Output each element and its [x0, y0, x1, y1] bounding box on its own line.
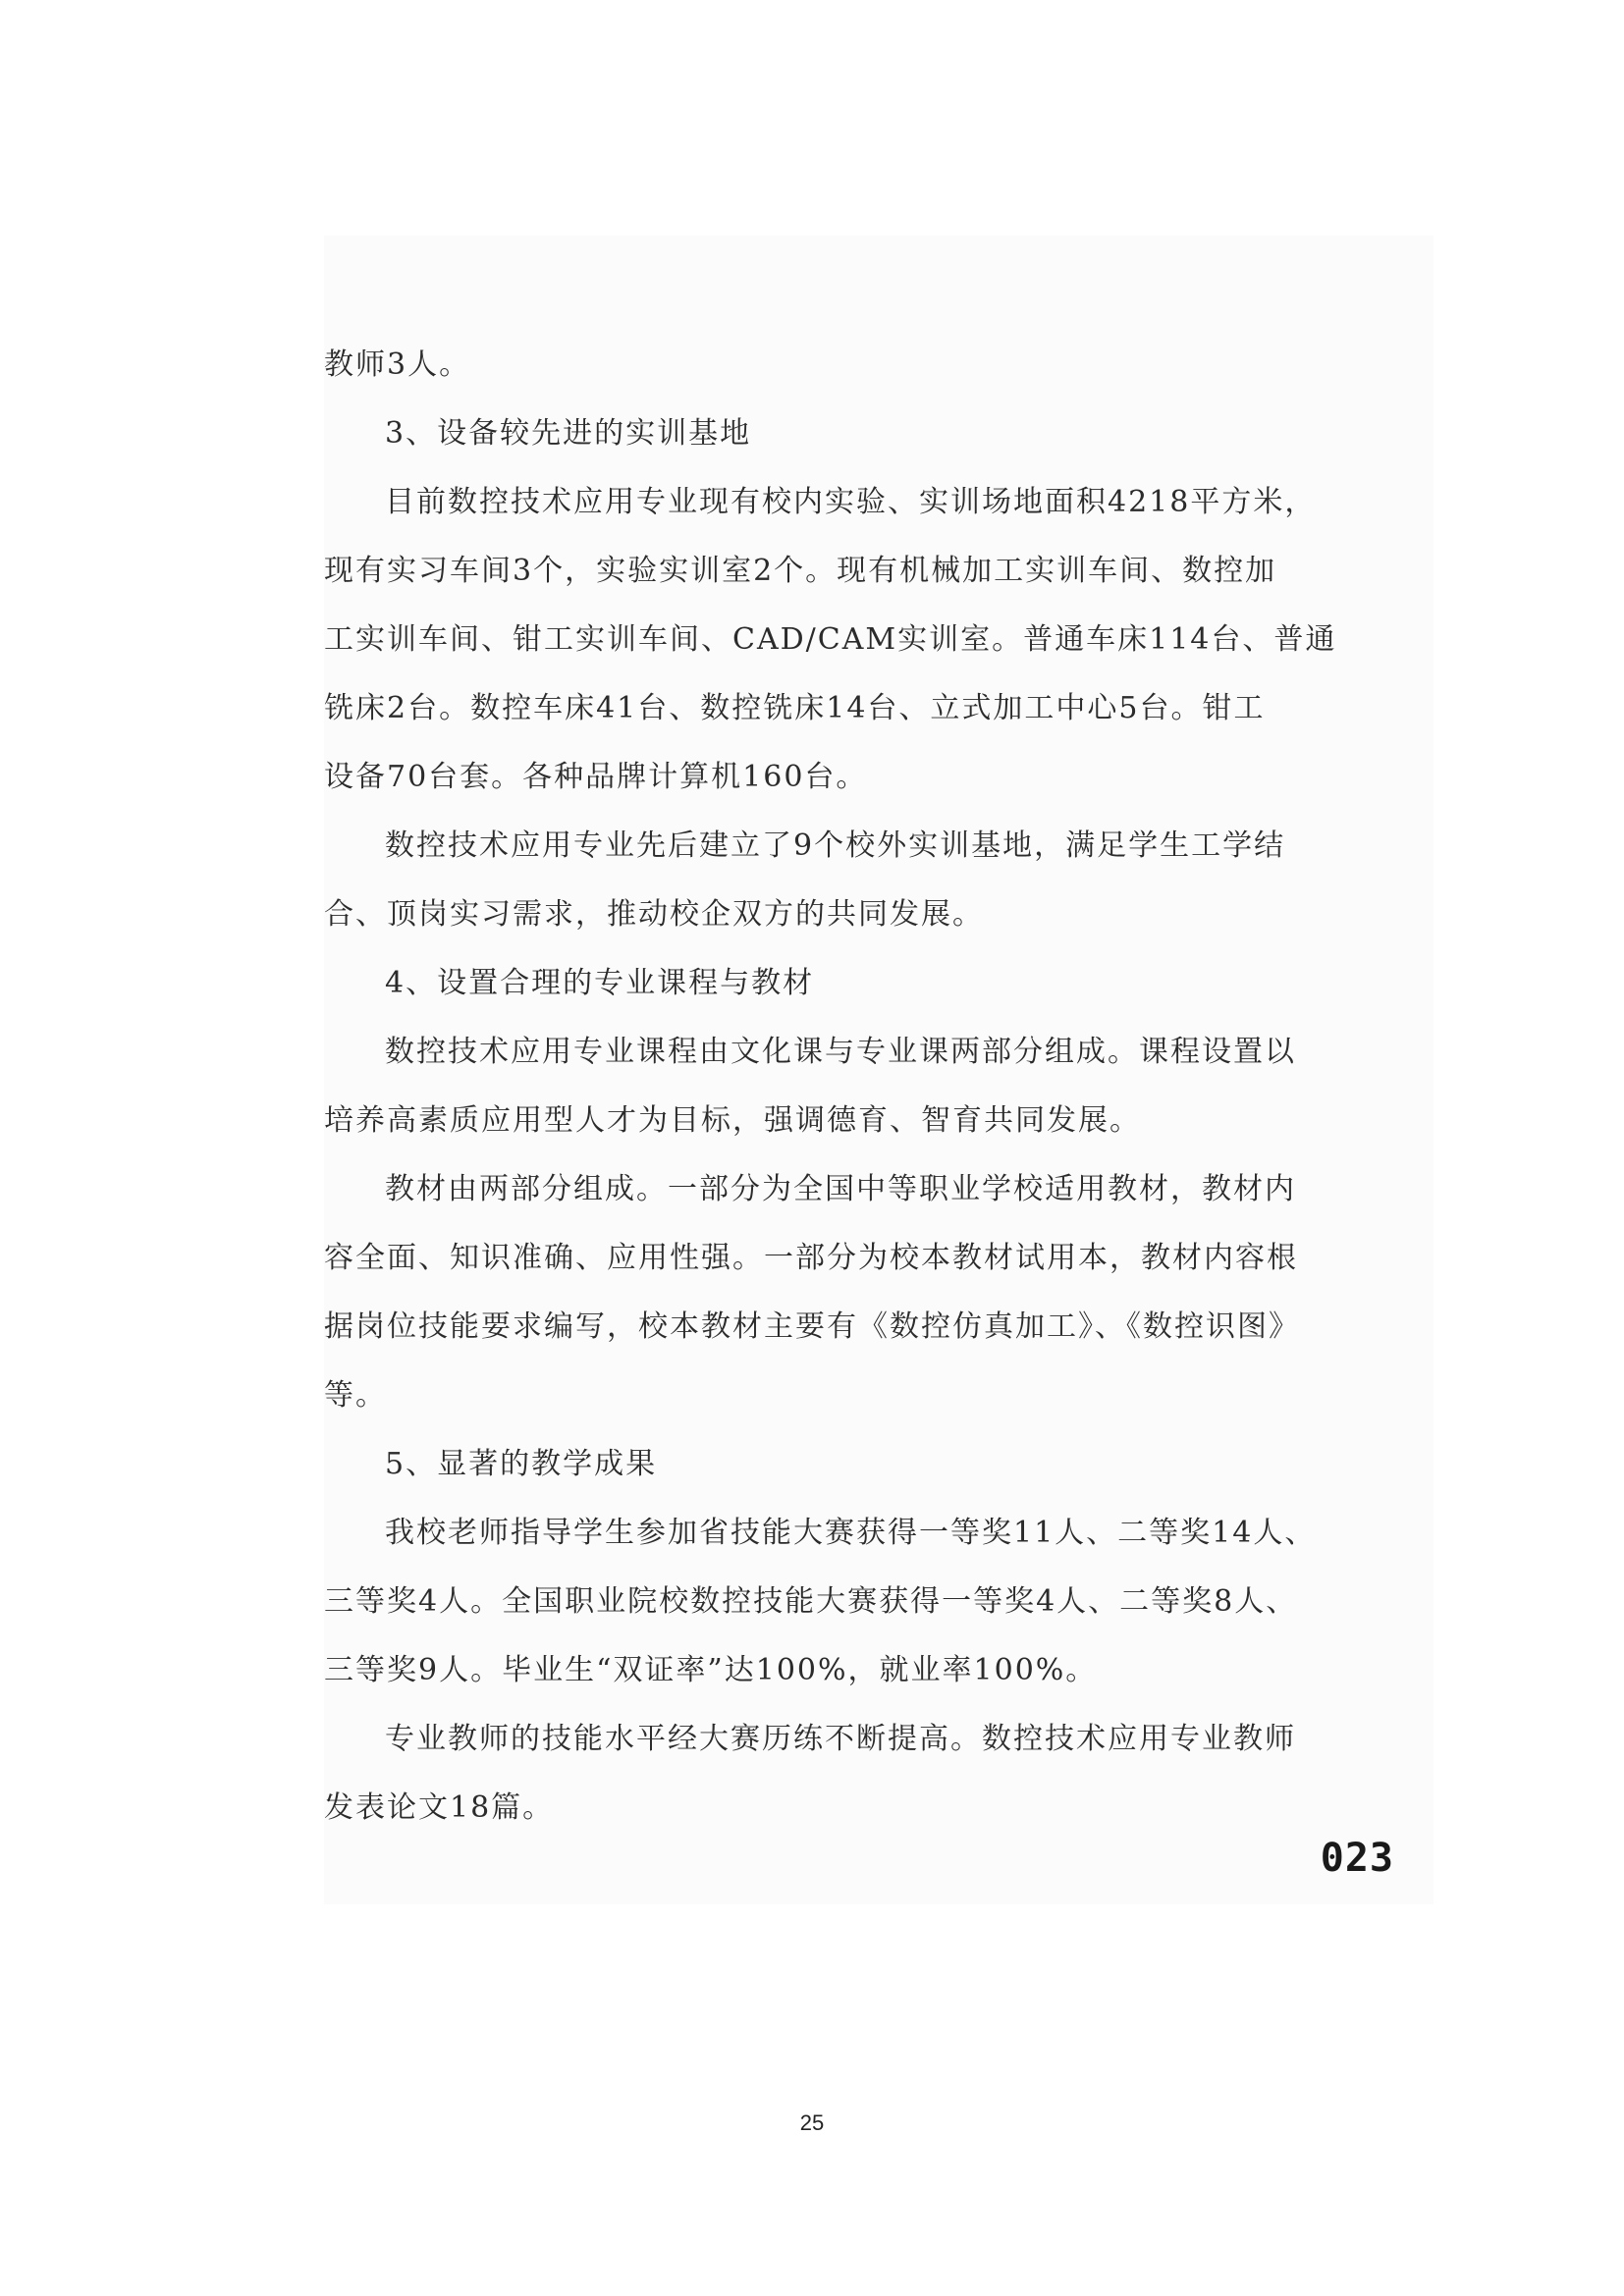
text-line: 铣床2台。数控车床41台、数控铣床14台、立式加工中心5台。钳工 — [324, 691, 1266, 725]
text-line: 等。 — [324, 1378, 387, 1413]
section-heading: 5、显著的教学成果 — [385, 1447, 658, 1481]
text-line: 三等奖4人。全国职业院校数控技能大赛获得一等奖4人、二等奖8人、 — [324, 1584, 1298, 1619]
text-line: 数控技术应用专业先后建立了9个校外实训基地，满足学生工学结 — [385, 828, 1286, 863]
text-line: 目前数控技术应用专业现有校内实验、实训场地面积4218平方米， — [385, 485, 1317, 519]
text-line: 据岗位技能要求编写，校本教材主要有《数控仿真加工》、《数控识图》 — [324, 1309, 1300, 1344]
text-line: 现有实习车间3个，实验实训室2个。现有机械加工实训车间、数控加 — [324, 554, 1277, 588]
text-line: 合、顶岗实习需求，推动校企双方的共同发展。 — [324, 897, 984, 932]
text-line: 设备70台套。各种品牌计算机160台。 — [324, 760, 868, 794]
page-number: 25 — [799, 2110, 825, 2135]
scanned-page — [324, 236, 1434, 1904]
text-line: 专业教师的技能水平经大赛历练不断提高。数控技术应用专业教师 — [385, 1722, 1296, 1756]
text-line: 三等奖9人。毕业生“双证率”达100%，就业率100%。 — [324, 1653, 1098, 1687]
text-line: 我校老师指导学生参加省技能大赛获得一等奖11人、二等奖14人、 — [385, 1516, 1317, 1550]
page-stamp: 023 — [1320, 1836, 1394, 1881]
section-heading: 3、设备较先进的实训基地 — [385, 416, 752, 451]
section-heading: 4、设置合理的专业课程与教材 — [385, 966, 815, 1000]
text-line: 数控技术应用专业课程由文化课与专业课两部分组成。课程设置以 — [385, 1035, 1296, 1069]
text-line: 发表论文18篇。 — [324, 1790, 555, 1825]
text-line: 教师3人。 — [324, 347, 471, 382]
text-line: 工实训车间、钳工实训车间、CAD/CAM实训室。普通车床114台、普通 — [324, 622, 1337, 657]
text-line: 容全面、知识准确、应用性强。一部分为校本教材试用本，教材内容根 — [324, 1241, 1298, 1275]
text-line: 教材由两部分组成。一部分为全国中等职业学校适用教材，教材内 — [385, 1172, 1296, 1206]
text-line: 培养高素质应用型人才为目标，强调德育、智育共同发展。 — [324, 1103, 1141, 1138]
